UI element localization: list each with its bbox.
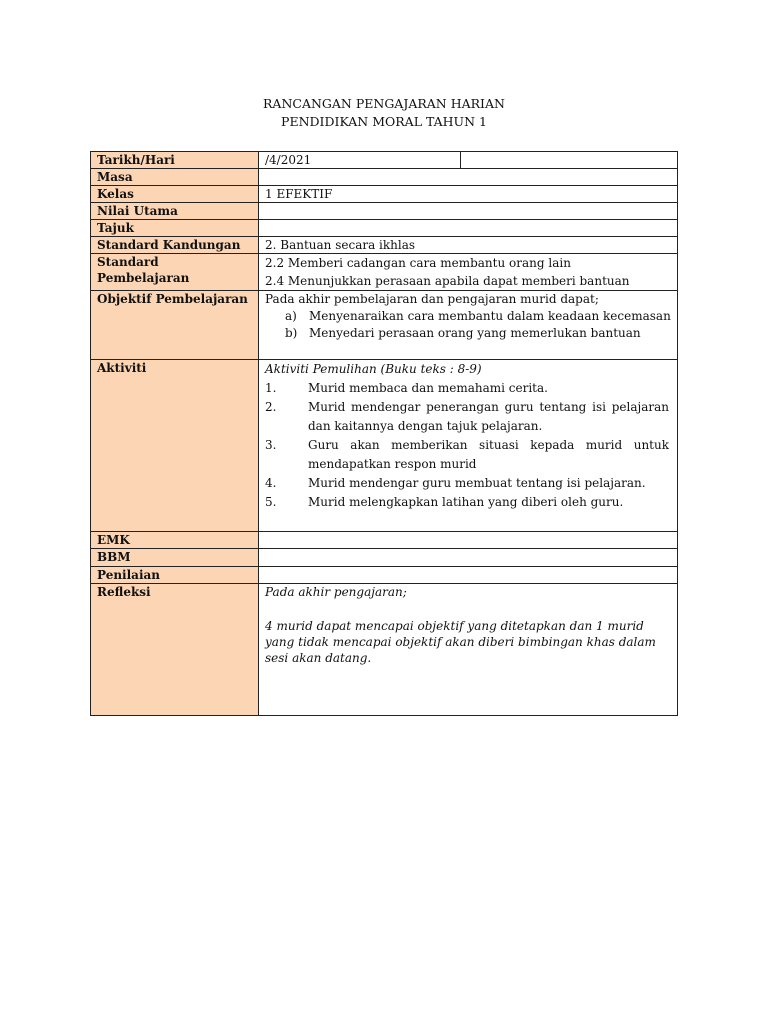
value-tajuk — [259, 220, 678, 237]
label-sp: Standard Pembelajaran — [91, 254, 259, 291]
value-sk: 2. Bantuan secara ikhlas — [259, 237, 678, 254]
tarikh-date: /4/2021 — [259, 152, 461, 168]
row-emk — [91, 532, 678, 549]
label-tajuk: Tajuk — [91, 220, 259, 237]
aktiviti-item: 3. Guru akan memberikan situasi kepada murid untuk mendapatkan respon murid — [265, 438, 669, 471]
row-kelas — [91, 186, 678, 203]
row-bbm — [91, 549, 678, 567]
row-sp — [91, 254, 678, 291]
row-sk — [91, 237, 678, 254]
value-masa — [259, 169, 678, 186]
value-nilai — [259, 203, 678, 220]
title-line-1: RANCANGAN PENGAJARAN HARIAN — [263, 96, 505, 111]
sp-line-2: 2.4 Menunjukkan perasaan apabila dapat memberi bantuan — [265, 274, 630, 288]
value-penilaian — [259, 567, 678, 584]
row-aktiviti — [91, 360, 678, 532]
label-bbm: BBM — [91, 549, 259, 567]
aktiviti-item: 5. Murid melengkapkan latihan yang diberi oleh guru. — [265, 495, 624, 509]
refleksi-line-1: Pada akhir pengajaran; — [265, 585, 407, 599]
label-objektif: Objektif Pembelajaran — [91, 291, 259, 360]
row-penilaian — [91, 567, 678, 584]
refleksi-paragraph: 4 murid dapat mencapai objektif yang ditetapkan dan 1 murid yang tidak mencapai objektif akan diberi bimbingan khas dalam sesi akan datang. — [265, 619, 656, 665]
label-aktiviti: Aktiviti — [91, 360, 259, 532]
document-title — [0, 95, 768, 131]
label-penilaian: Penilaian — [91, 567, 259, 584]
row-nilai — [91, 203, 678, 220]
label-emk: EMK — [91, 532, 259, 549]
title-line-2: PENDIDIKAN MORAL TAHUN 1 — [281, 114, 487, 129]
value-emk — [259, 532, 678, 549]
sp-line-1: 2.2 Memberi cadangan cara membantu orang lain — [265, 256, 571, 270]
label-sk: Standard Kandungan — [91, 237, 259, 254]
value-aktiviti — [259, 360, 678, 532]
label-masa: Masa — [91, 169, 259, 186]
aktiviti-item: 1. Murid membaca dan memahami cerita. — [265, 381, 548, 395]
value-sp — [259, 254, 678, 291]
row-objektif — [91, 291, 678, 360]
row-refleksi — [91, 584, 678, 716]
aktiviti-item: 2. Murid mendengar penerangan guru tentang isi pelajaran dan kaitannya dengan tajuk pelajaran. — [265, 400, 669, 433]
label-nilai: Nilai Utama — [91, 203, 259, 220]
lesson-plan-table — [90, 151, 678, 716]
objektif-intro: Pada akhir pembelajaran dan pengajaran murid dapat; — [265, 292, 599, 306]
value-objektif — [259, 291, 678, 360]
aktiviti-item: 4. Murid mendengar guru membuat tentang isi pelajaran. — [265, 476, 646, 490]
aktiviti-heading: Aktiviti Pemulihan (Buku teks : 8-9) — [265, 362, 482, 376]
objektif-item: b) Menyedari perasaan orang yang memerlukan bantuan — [285, 326, 641, 340]
value-kelas: 1 EFEKTIF — [259, 186, 678, 203]
label-refleksi: Refleksi — [91, 584, 259, 716]
label-tarikh: Tarikh/Hari — [91, 152, 259, 169]
label-kelas: Kelas — [91, 186, 259, 203]
row-tajuk — [91, 220, 678, 237]
value-bbm — [259, 549, 678, 567]
row-tarikh — [91, 152, 678, 169]
value-tarikh — [259, 152, 678, 169]
value-refleksi — [259, 584, 678, 716]
objektif-item: a) Menyenaraikan cara membantu dalam keadaan kecemasan — [285, 309, 671, 323]
row-masa — [91, 169, 678, 186]
